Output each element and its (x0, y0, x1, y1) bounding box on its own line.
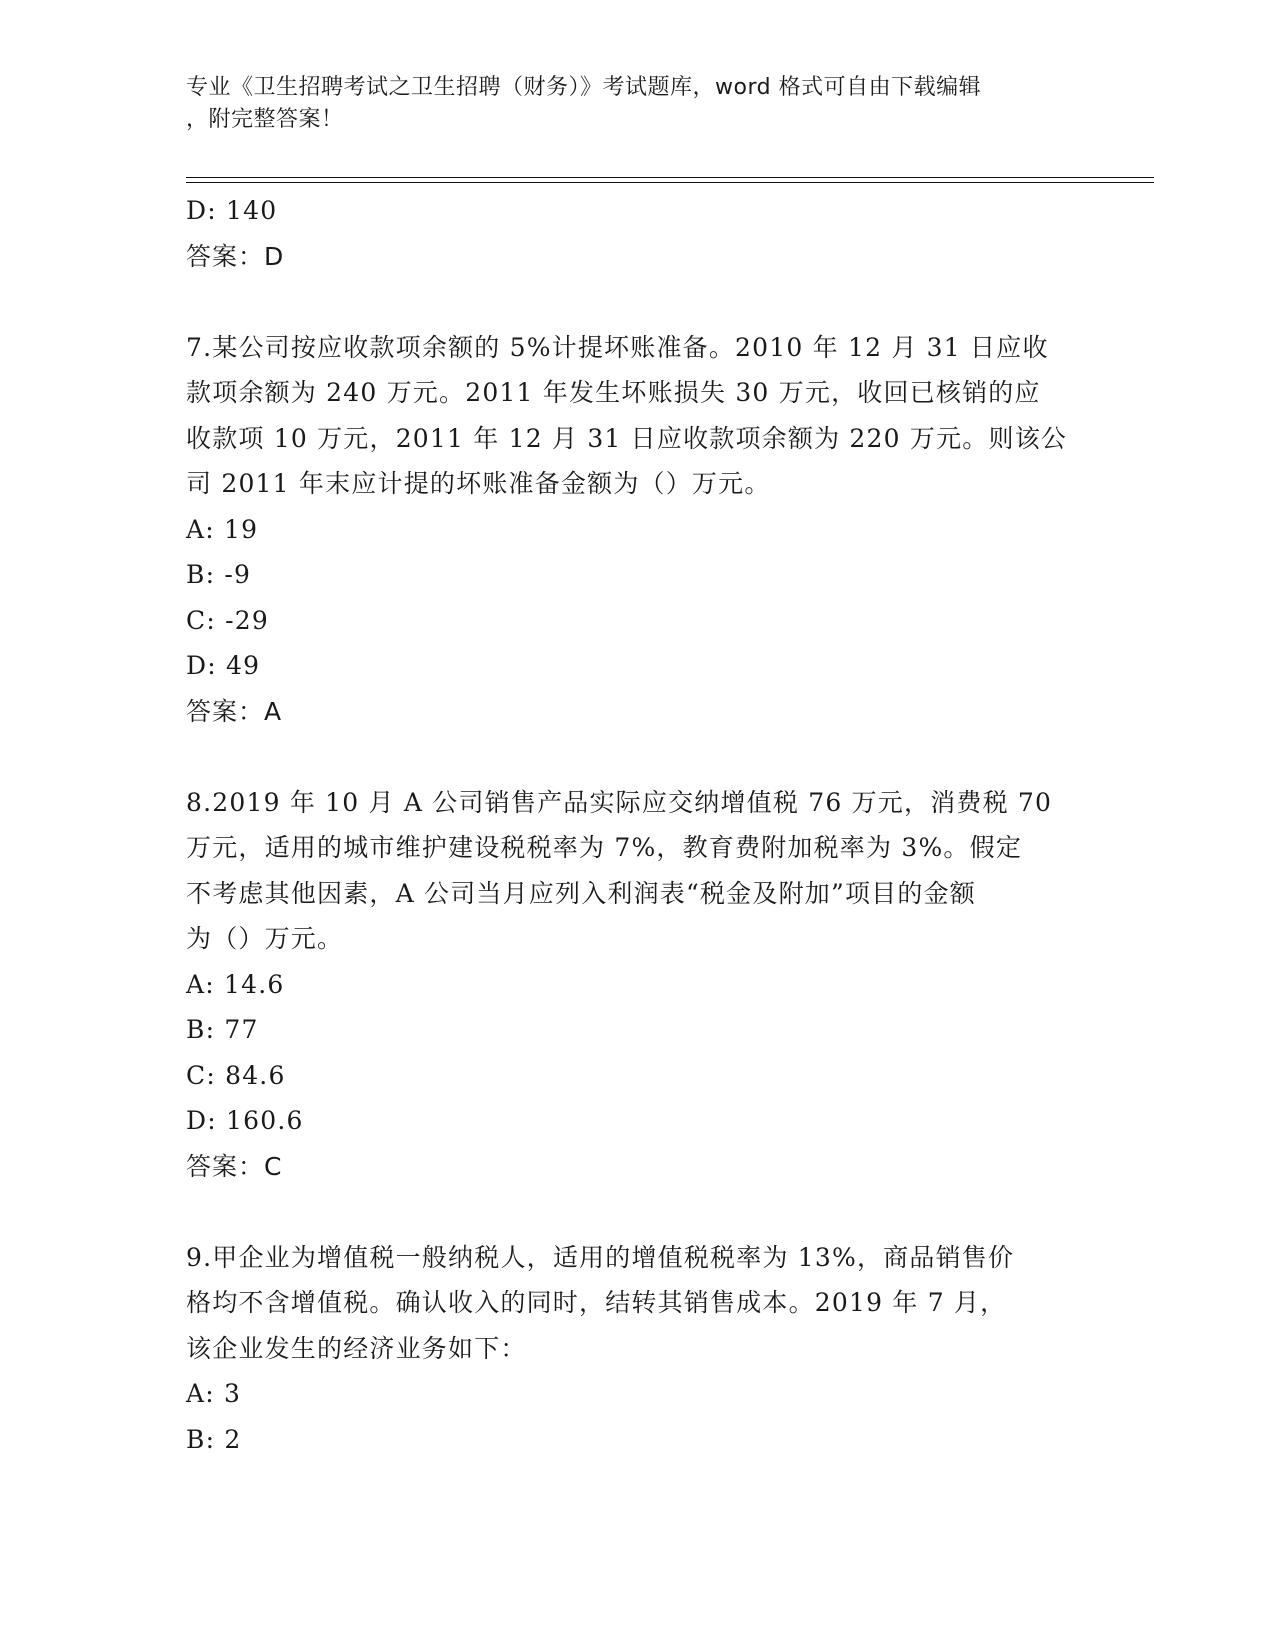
option-c: C: -29 (186, 605, 269, 635)
answer-line: 答案：D (186, 241, 285, 271)
question-text-line: 款项余额为 240 万元。2011 年发生坏账损失 30 万元，收回已核销的应 (186, 378, 1041, 407)
question-text-line: 7.某公司按应收款项余额的 5%计提坏账准备。2010 年 12 月 31 日应收 (186, 332, 1049, 362)
question-text-line: 万元，适用的城市维护建设税税率为 7%，教育费附加税率为 3%。假定 (186, 833, 1023, 862)
question-text-line: 不考虑其他因素，A 公司当月应列入利润表“税金及附加”项目的金额 (186, 878, 976, 908)
option-d: D: 140 (186, 196, 278, 225)
document-header (186, 72, 1086, 136)
spacer (186, 1189, 1154, 1235)
question-text-line: 为（）万元。 (186, 924, 344, 953)
option-a: A: 14.6 (186, 969, 285, 999)
spacer (186, 279, 1154, 325)
header-divider-bottom (186, 182, 1154, 183)
question-content (186, 188, 1154, 1462)
option-d: D: 160.6 (186, 1106, 304, 1135)
question-text-line: 9.甲企业为增值税一般纳税人，适用的增值税税率为 13%，商品销售价 (186, 1242, 1015, 1272)
answer-line: 答案：C (186, 1151, 283, 1181)
question-text-line: 该企业发生的经济业务如下： (186, 1333, 527, 1363)
question-9 (186, 1235, 1154, 1463)
header-divider-top (186, 177, 1154, 178)
option-d: D: 49 (186, 651, 261, 680)
answer-line: 答案：A (186, 696, 283, 726)
option-b: B: -9 (186, 560, 252, 589)
option-b: B: 2 (186, 1424, 242, 1454)
question-7 (186, 325, 1154, 735)
question-8 (186, 780, 1154, 1190)
question-text-line: 格均不含增值税。确认收入的同时，结转其销售成本。2019 年 7 月， (186, 1288, 1007, 1317)
spacer (186, 734, 1154, 780)
option-b: B: 77 (186, 1015, 259, 1044)
option-c: C: 84.6 (186, 1060, 286, 1090)
option-a: A: 19 (186, 514, 259, 544)
question-text-line: 8.2019 年 10 月 A 公司销售产品实际应交纳增值税 76 万元，消费税 70 (186, 787, 1053, 817)
previous-question-tail (186, 188, 1154, 279)
question-text-line: 司 2011 年末应计提的坏账准备金额为（）万元。 (186, 469, 771, 498)
question-text-line: 收款项 10 万元，2011 年 12 月 31 日应收款项余额为 220 万元。则该公 (186, 423, 1068, 453)
header-title-line-2: ，附完整答案！ (186, 107, 344, 132)
header-title-line-1: 专业《卫生招聘考试之卫生招聘（财务）》考试题库，word 格式可自由下载编辑 (186, 75, 982, 100)
option-a: A: 3 (186, 1379, 242, 1408)
